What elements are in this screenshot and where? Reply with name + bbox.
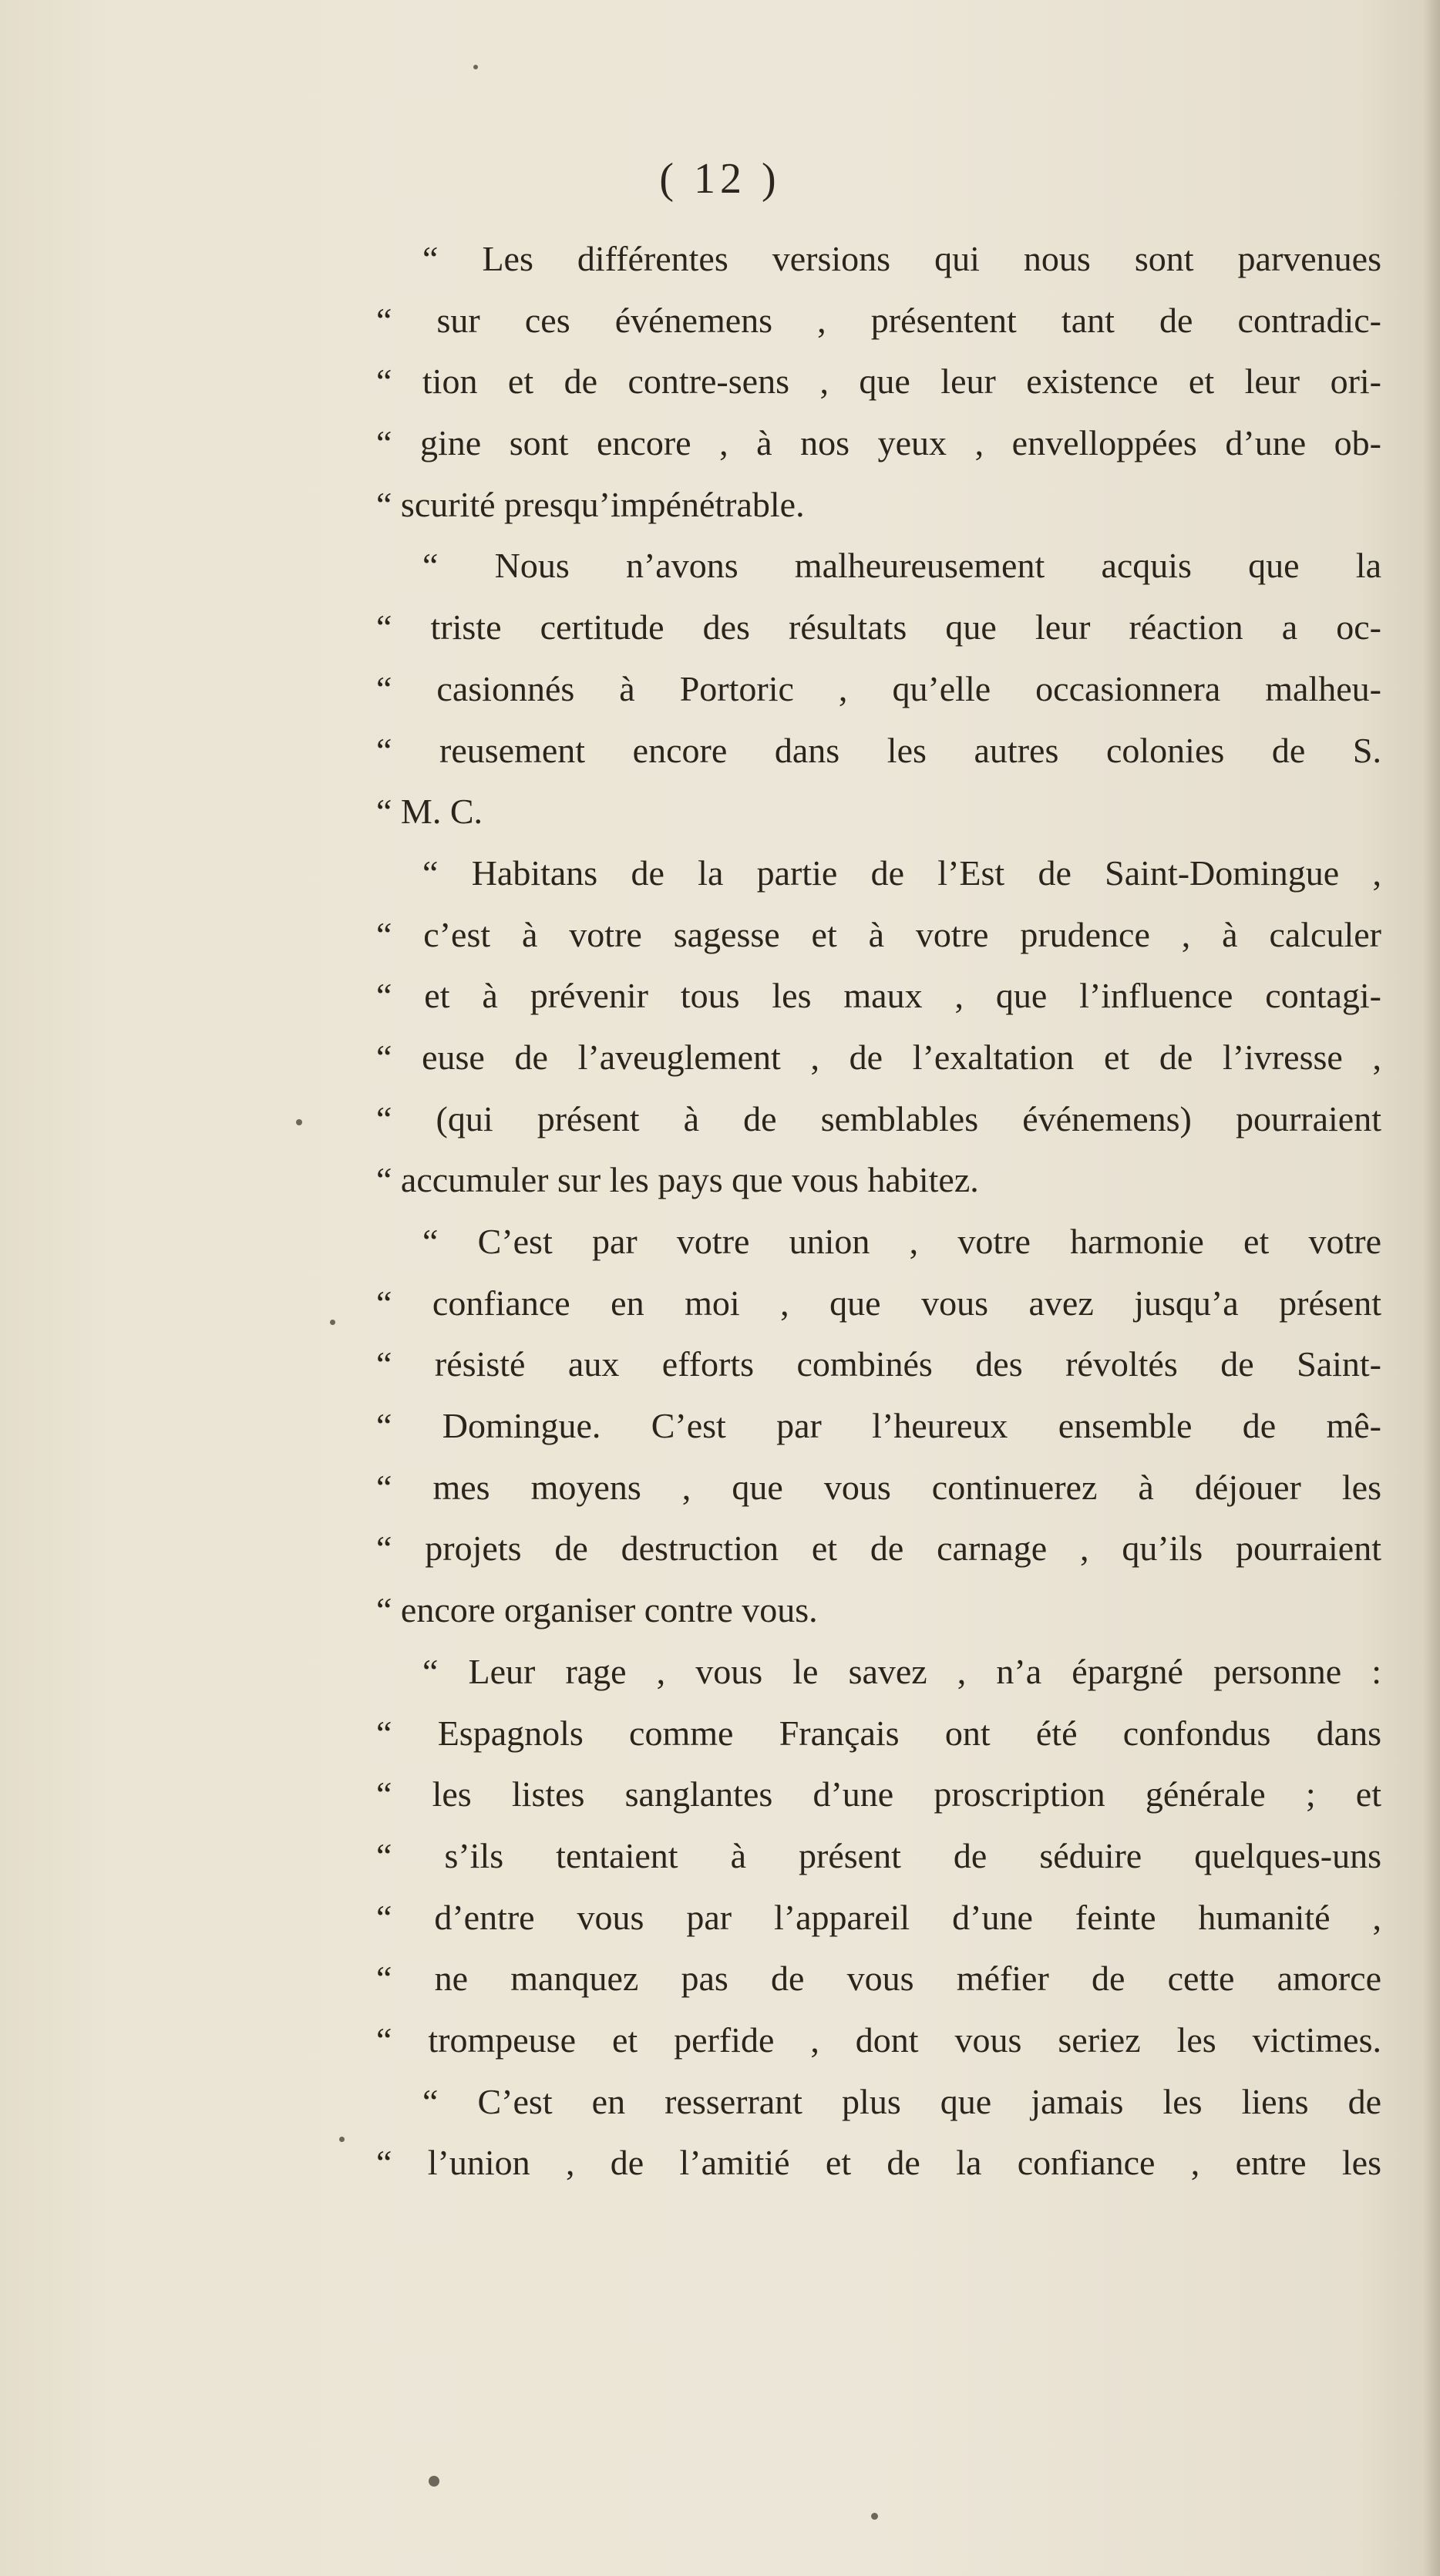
page-number: ( 12 ) [659, 155, 781, 203]
text-line: “ Espagnols comme Français ont été confondus dans [376, 1713, 1381, 1753]
text-line: “ C’est par votre union , votre harmonie et votre [422, 1222, 1381, 1261]
text-line: “ (qui présent à de semblables événemens) pourraient [376, 1098, 1381, 1138]
text-line: “ s’ils tentaient à présent de séduire quelques-uns [376, 1835, 1381, 1875]
text-line: “ les listes sanglantes d’une proscription générale ; et [376, 1774, 1381, 1814]
paper-speck [296, 1119, 302, 1125]
text-line: “ projets de destruction et de carnage , qu’ils pourraient [376, 1528, 1381, 1569]
text-line: “ c’est à votre sagesse et à votre prudence , à calculer [376, 914, 1381, 954]
text-line: “ tion et de contre-sens , que leur existence et leur ori- [376, 362, 1381, 402]
text-line: “ et à prévenir tous les maux , que l’influence contagi- [376, 976, 1381, 1016]
text-line: “ mes moyens , que vous continuerez à déjouer les [376, 1467, 1381, 1507]
text-line: “ résisté aux efforts combinés des révoltés de Saint- [376, 1344, 1381, 1384]
paper-speck [473, 65, 478, 69]
text-line: “ casionnés à Portoric , qu’elle occasionnera malheu- [376, 668, 1381, 708]
text-line: “ sur ces événemens , présentent tant de contradic- [376, 300, 1381, 340]
text-line: “ confiance en moi , que vous avez jusqu’a présent [376, 1283, 1381, 1323]
text-line: “ C’est en resserrant plus que jamais les liens de [422, 2081, 1381, 2121]
paper-speck [871, 2513, 878, 2520]
paper-speck [330, 1320, 335, 1325]
page-edge-shadow [1423, 0, 1440, 2576]
text-line: “ gine sont encore , à nos yeux , envelloppées d’une ob- [376, 423, 1381, 463]
text-line: “ scurité presqu’impénétrable. [376, 484, 805, 524]
text-line: “ encore organiser contre vous. [376, 1590, 818, 1630]
text-line: “ ne manquez pas de vous méfier de cette amorce [376, 1959, 1381, 1999]
text-line: “ Domingue. C’est par l’heureux ensemble de mê- [376, 1406, 1381, 1446]
text-line: “ Nous n’avons malheureusement acquis que la [422, 546, 1381, 586]
text-line: “ Habitans de la partie de l’Est de Saint-Domingue , [422, 853, 1381, 893]
text-line: “ trompeuse et perfide , dont vous seriez les victimes. [376, 2019, 1381, 2060]
text-line: “ d’entre vous par l’appareil d’une feinte humanité , [376, 1897, 1381, 1937]
text-line: “ euse de l’aveuglement , de l’exaltation et de l’ivresse , [376, 1037, 1381, 1077]
text-line: “ M. C. [376, 792, 483, 832]
text-line: “ Les différentes versions qui nous sont parvenues [422, 239, 1381, 278]
text-line: “ accumuler sur les pays que vous habitez. [376, 1160, 979, 1200]
body-text [376, 228, 1381, 2194]
text-line: “ reusement encore dans les autres colonies de S. [376, 730, 1381, 770]
text-line: “ Leur rage , vous le savez , n’a épargné personne : [422, 1651, 1381, 1691]
paper-speck [339, 2137, 345, 2142]
paper-speck [429, 2476, 439, 2487]
text-line: “ triste certitude des résultats que leur réaction a oc- [376, 607, 1381, 647]
text-line: “ l’union , de l’amitié et de la confiance , entre les [376, 2143, 1381, 2183]
